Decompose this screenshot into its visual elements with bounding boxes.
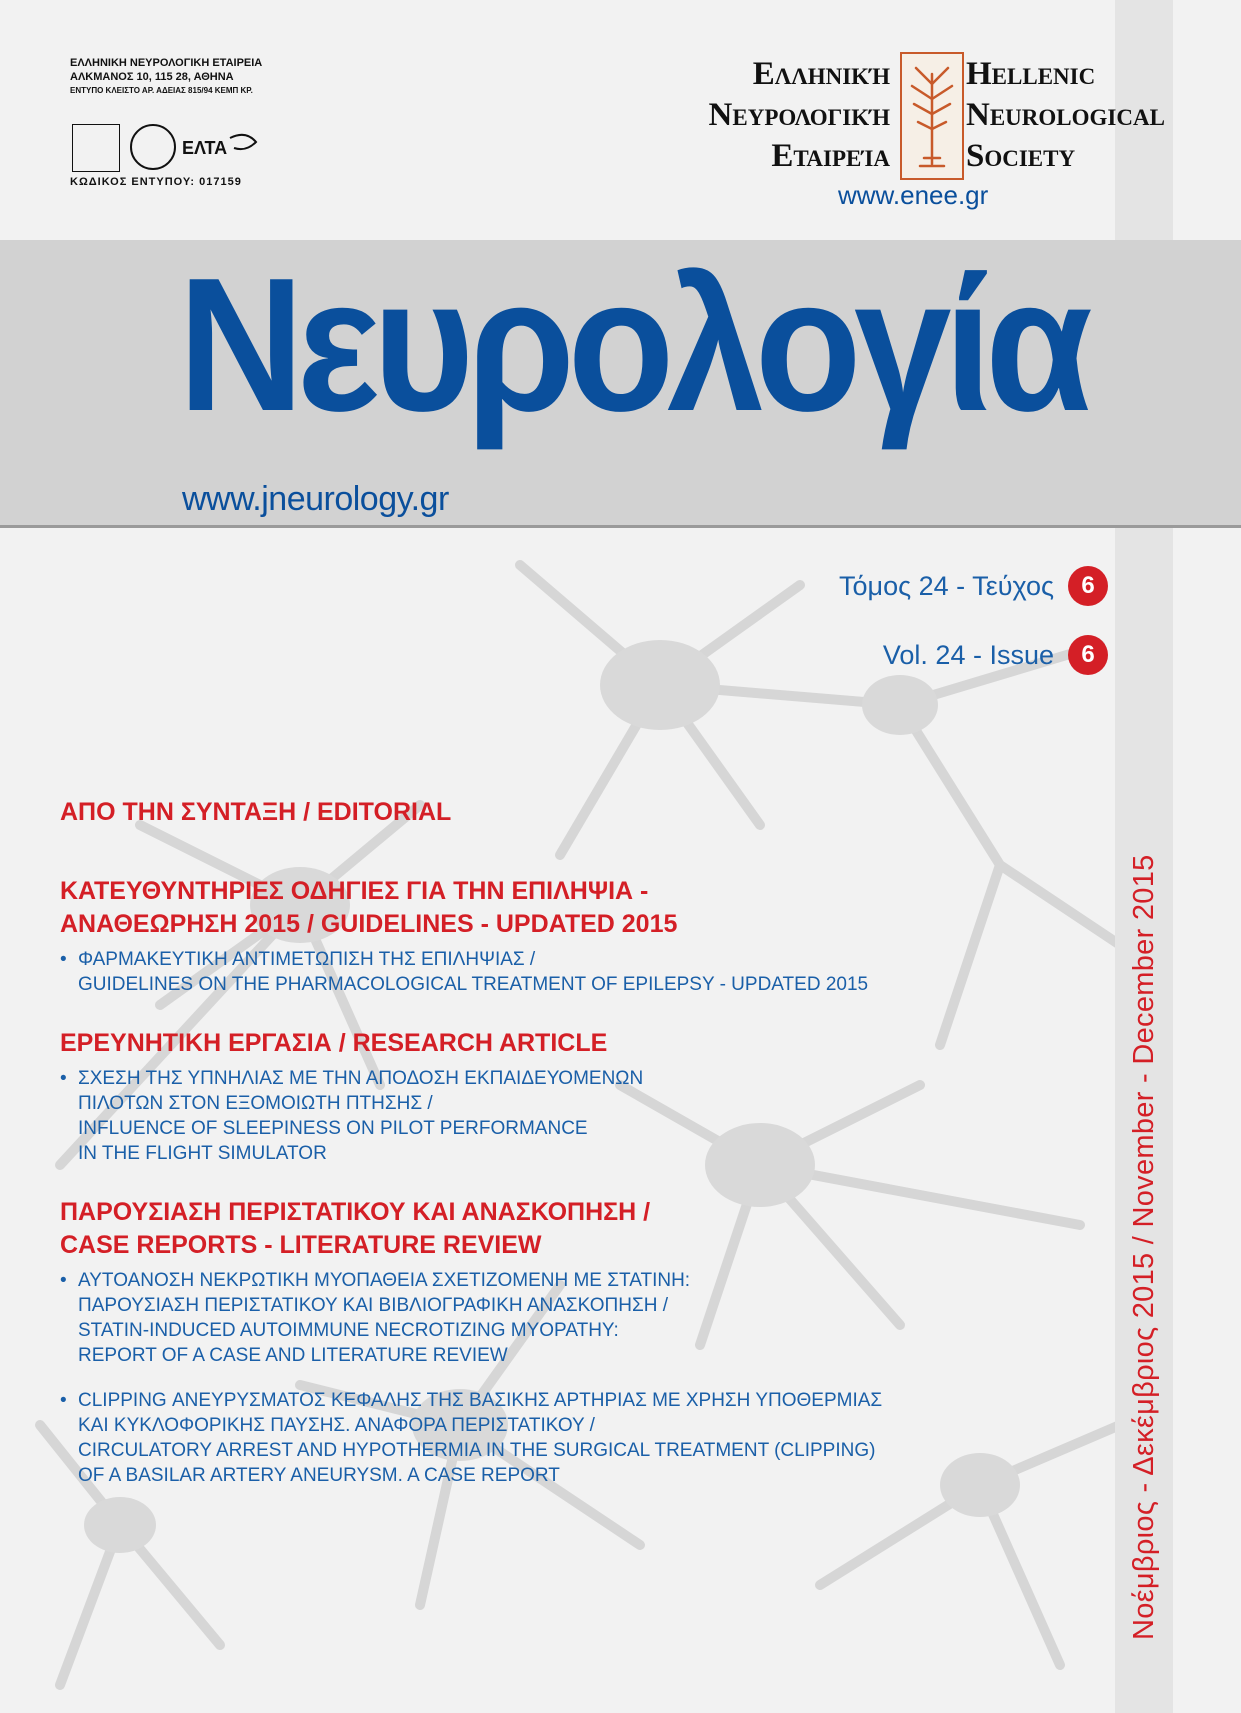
society-name-line: Neurological [966, 97, 1165, 133]
article-title-line: STATIN-INDUCED AUTOIMMUNE NECROTIZING MYOPATHY: [78, 1320, 619, 1341]
svg-text:ΕΛΤΑ: ΕΛΤΑ [182, 138, 228, 158]
society-name-line: Εταιρεία [771, 138, 890, 174]
section-heading-case-reports: ΠΑΡΟΥΣΙΑΣΗ ΠΕΡΙΣΤΑΤΙΚΟΥ ΚΑΙ ΑΝΑΣΚΟΠΗΣΗ / [60, 1198, 651, 1226]
elta-logo [180, 128, 260, 168]
print-code: ΚΩΔΙΚΟΣ ΕΝΤΥΠΟΥ: 017159 [70, 176, 242, 188]
article-title-line: ΠΑΡΟΥΣΙΑΣΗ ΠΕΡΙΣΤΑΤΙΚΟΥ ΚΑΙ ΒΙΒΛΙΟΓΡΑΦΙΚΗ ΑΝΑΣΚΟΠΗΣΗ / [78, 1295, 668, 1316]
toc-article-item[interactable] [60, 1388, 1110, 1488]
article-title-line: ΣΧΕΣΗ ΤΗΣ ΥΠΝΗΛΙΑΣ ΜΕ ΤΗΝ ΑΠΟΔΟΣΗ ΕΚΠΑΙΔΕΥΟΜΕΝΩΝ [78, 1068, 644, 1089]
toc-article-item[interactable] [60, 947, 1110, 997]
society-name-greek [690, 54, 890, 177]
society-name-line: Society [966, 138, 1076, 174]
publisher-address [70, 56, 270, 98]
issue-number-badge: 6 [1068, 635, 1108, 675]
article-title-line: CIRCULATORY ARREST AND HYPOTHERMIA IN THE SURGICAL TREATMENT (CLIPPING) [78, 1440, 876, 1461]
permit-seal-icon [130, 124, 176, 170]
article-title-line: IN THE FLIGHT SIMULATOR [78, 1143, 327, 1164]
journal-title: Νευρολογία [178, 239, 1086, 451]
volume-issue-label: Vol. 24 - Issue [882, 639, 1054, 670]
issue-number-badge: 6 [1068, 566, 1108, 606]
article-title-line: REPORT OF A CASE AND LITERATURE REVIEW [78, 1345, 508, 1366]
bullet-icon: • [60, 1068, 67, 1089]
section-heading-research: ΕΡΕΥΝΗΤΙΚΗ ΕΡΓΑΣΙΑ / RESEARCH ARTICLE [60, 1029, 608, 1057]
toc-article-item[interactable] [60, 1268, 1110, 1368]
article-title-line: OF A BASILAR ARTERY ANEURYSM. A CASE REPORT [78, 1465, 560, 1486]
section-heading-editorial: ΑΠΟ ΤΗΝ ΣΥΝΤΑΞΗ / EDITORIAL [60, 798, 452, 826]
society-name-line: Ελληνική [752, 56, 890, 92]
bullet-icon: • [60, 1390, 67, 1411]
postage-paid-badge [72, 124, 120, 172]
journal-url-link[interactable]: www.jneurology.gr [182, 480, 449, 518]
article-title-line: ΑΥΤΟΑΝΟΣΗ ΝΕΚΡΩΤΙΚΗ ΜΥΟΠΑΘΕΙΑ ΣΧΕΤΙΖΟΜΕΝΗ ΜΕ ΣΤΑΤΙΝΗ: [78, 1270, 691, 1291]
article-title-line: CLIPPING ΑΝΕΥΡΥΣΜΑΤΟΣ ΚΕΦΑΛΗΣ ΤΗΣ ΒΑΣΙΚΗΣ ΑΡΤΗΡΙΑΣ ΜΕ ΧΡΗΣΗ ΥΠΟΘΕΡΜΙΑΣ [78, 1390, 883, 1411]
publisher-line: ΕΛΛΗΝΙΚΗ ΝΕΥΡΟΛΟΓΙΚΗ ΕΤΑΙΡΕΙΑ [70, 57, 263, 69]
volume-issue-greek [839, 566, 1108, 606]
society-name-english [966, 54, 1196, 177]
publisher-line: ΑΛΚΜΑΝΟΣ 10, 115 28, ΑΘΗΝΑ [70, 71, 234, 83]
society-url-link[interactable]: www.enee.gr [838, 180, 989, 210]
article-title-line: ΦΑΡΜΑΚΕΥΤΙΚΗ ΑΝΤΙΜΕΤΩΠΙΣΗ ΤΗΣ ΕΠΙΛΗΨΙΑΣ / [78, 949, 536, 970]
publisher-line: ΕΝΤΥΠΟ ΚΛΕΙΣΤΟ ΑΡ. ΑΔΕΙΑΣ 815/94 ΚΕΜΠ ΚΡ. [70, 86, 253, 95]
section-heading-guidelines: ΑΝΑΘΕΩΡΗΣΗ 2015 / GUIDELINES - UPDATED 2015 [60, 910, 678, 938]
society-name-line: Hellenic [966, 56, 1096, 92]
bullet-icon: • [60, 949, 67, 970]
volume-issue-label: Τόμος 24 - Τεύχος [839, 570, 1054, 601]
volume-issue-english [883, 635, 1108, 675]
bullet-icon: • [60, 1270, 67, 1291]
table-of-contents [60, 796, 1110, 1488]
section-heading-guidelines: ΚΑΤΕΥΘΥΝΤΗΡΙΕΣ ΟΔΗΓΙΕΣ ΓΙΑ ΤΗΝ ΕΠΙΛΗΨΙΑ - [60, 877, 649, 905]
article-title-line: ΠΙΛΟΤΩΝ ΣΤΟΝ ΕΞΟΜΟΙΩΤΗ ΠΤΗΣΗΣ / [78, 1093, 433, 1114]
spine-date: Νοέμβριος - Δεκέμβριος 2015 / November - December 2015 [1128, 854, 1160, 1640]
society-logo-plant-icon [900, 52, 964, 180]
article-title-line: ΚΑΙ ΚΥΚΛΟΦΟΡΙΚΗΣ ΠΑΥΣΗΣ. ΑΝΑΦΟΡΑ ΠΕΡΙΣΤΑΤΙΚΟΥ / [78, 1415, 595, 1436]
toc-article-item[interactable] [60, 1066, 1110, 1166]
section-heading-case-reports: CASE REPORTS - LITERATURE REVIEW [60, 1231, 542, 1259]
article-title-line: INFLUENCE OF SLEEPINESS ON PILOT PERFORMANCE [78, 1118, 588, 1139]
society-name-line: Νευρολογική [708, 97, 890, 133]
article-title-line: GUIDELINES ON THE PHARMACOLOGICAL TREATMENT OF EPILEPSY - UPDATED 2015 [78, 974, 869, 995]
postal-badges [72, 124, 262, 174]
